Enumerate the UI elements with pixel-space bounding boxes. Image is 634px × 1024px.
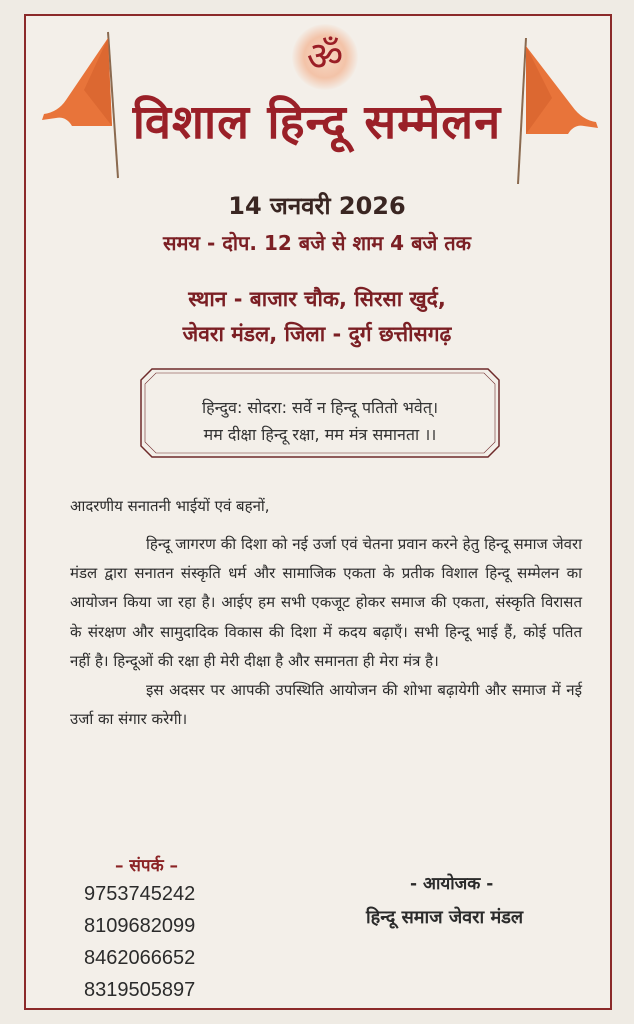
om-icon: ॐ (306, 34, 344, 80)
phone-number: 8462066652 (84, 947, 196, 969)
venue-line-1: स्थान - बाजार चौक, सिरसा खुर्द, (188, 287, 446, 311)
shloka-line-1: हिन्दुव: सोदरा: सर्वे न हिन्दू पतितो भवेत्। (201, 398, 439, 417)
event-title: विशाल हिन्दू सम्मेलन (132, 95, 502, 150)
invitation-body (70, 530, 582, 734)
phone-number: 8319505897 (84, 979, 196, 1001)
phone-list (84, 878, 195, 1006)
phone-number: 9753745242 (84, 883, 196, 905)
body-paragraph-1: हिन्दू जागरण की दिशा को नई उर्जा एवं चेतना प्रवान करने हेतु हिन्दू समाज जेवरा मंडल द्वारा सनातन संस्कृति धर्म और सामाजिक एकता के प्रतीक विशाल हिन्दू सम्मेलन का आयोजन किया जा रहा है। आईए हम सभी एकजूट होकर समाज की एकता, संस्कृति विरासत के संरक्षण और सामुदादिक विकास की दिशा में कदय बढ़ाएँ। सभी हिन्दू भाई हैं, कोई पतित नहीं है। हिन्दूओं की रक्षा ही मेरी दीक्षा है और समानता ही मेरा मंत्र है। (70, 535, 582, 670)
event-time: समय - दोप. 12 बजे से शाम 4 बजे तक (162, 231, 472, 255)
organizer-name: हिन्दू समाज जेवरा मंडल (366, 907, 524, 928)
greeting: आदरणीय सनातनी भाईयों एवं बहनों, (70, 497, 270, 515)
om-emblem (292, 24, 358, 90)
contact-heading: – संपर्क – (115, 856, 179, 876)
organizer-heading: - आयोजक - (410, 874, 494, 894)
body-paragraph-2: इस अदसर पर आपकी उपस्थिति आयोजन की शोभा बढ़ायेगी और समाज में नई उर्जा का संगार करेगी। (70, 681, 582, 729)
phone-number: 8109682099 (84, 915, 196, 937)
shloka-line-2: मम दीक्षा हिन्दू रक्षा, मम मंत्र समानता ।। (203, 425, 437, 444)
venue-line-2: जेवरा मंडल, जिला - दुर्ग छत्तीसगढ़ (182, 322, 452, 346)
event-date: 14 जनवरी 2026 (228, 192, 406, 220)
